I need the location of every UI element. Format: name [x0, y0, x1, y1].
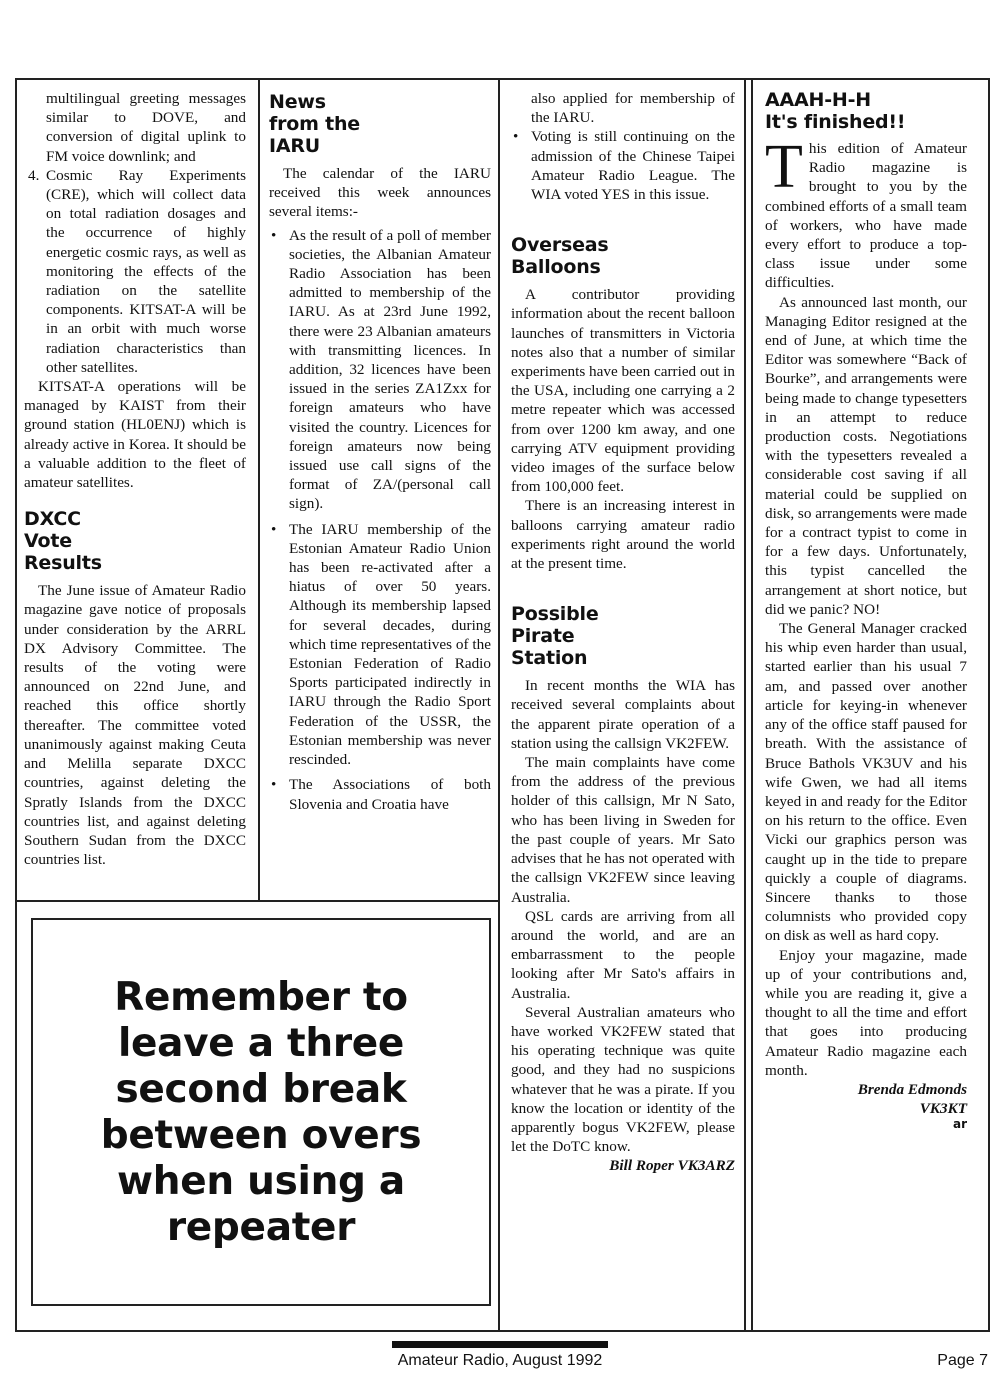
- footer-title: Amateur Radio, August 1992: [397, 1352, 603, 1369]
- heading-line: Results: [24, 552, 102, 575]
- list-item: • As the result of a poll of member societies, the Albanian Amateur Radio Association has been admitted to membership of the IARU. As at 23rd June 1992, there were 23 Albanian amateurs with transmitting licences. In addition, 32 licences have been issued in the series ZA1Zxx for foreign amateurs who have visited the country. Licences for foreign amateurs now being issued use call signs of the format of ZA/(personal call sign).: [269, 226, 491, 514]
- col1-intro: multilingual greeting messages similar to DOVE, and conversion of digital uplink to FM voice downlink; and: [46, 90, 246, 165]
- column-rule-3a: [744, 78, 746, 1332]
- finished-paragraph-2: As announced last month, our Managing Editor resigned at the end of June, at which time the Editor was somewhere “Back of Bourke”, and arrangements were being made to change typesetters in an attempt to reduce production costs. Negotiations with the typesetters revealed a considerable cost saving if all material could be supplied on disk, so arrangements were made for a contract typist to come in for a few days. Unfortunately, this typist cancelled the arrangement at short notice, but did we panic? NO!: [765, 293, 968, 618]
- repeater-notice-text: [33, 975, 489, 1251]
- notice-line: leave a three: [117, 1021, 405, 1066]
- notice-line: when using a: [117, 1159, 405, 1204]
- heading-line: Possible: [511, 603, 599, 626]
- finished-heading: [765, 89, 967, 133]
- balloons-heading: [511, 234, 735, 278]
- heading-line: from the: [269, 113, 360, 135]
- list-number: 4.: [28, 166, 40, 184]
- col1-numbered-list: [24, 166, 246, 377]
- finished-paragraph-3: The General Manager cracked his whip even harder than usual, started earlier than his usual 7 am, and passed over another article for keying-in whenever any of the office staff paused for breath. With the assistance of Bruce Bathols VK3UV and his wife Gwen, we had all items keyed in and ready for the Editor on his return to the office. Even Vicki our graphics person was caught up in the tide to prepare quickly a couple of diagrams. Sincere thanks to those columnists who provided copy on disk as well as hard copy.: [765, 620, 967, 945]
- column-rule-2: [498, 78, 500, 1332]
- balloons-paragraph-1: A contributor providing information about the recent balloon launches of transmitters in Victoria notes also that a number of similar experiments have been carried out in the USA, including one carrying a 2 metre repeater which was accessed from over 1200 km away, and one carrying ATV equipment providing video images of the surface below from 100,000 feet.: [511, 286, 735, 496]
- dxcc-paragraph: The June issue of Amateur Radio magazine gave notice of proposals under consideration by the ARRL DX Advisory Committee. The results of the voting were announced on 22nd June, and reached this office shortly thereafter. The committee voted unanimously against making Ceuta and Melilla separate DXCC countries, against deleting the Spratly Islands from the DXCC countries list, and against deleting Southern Sudan from the DXCC countries list.: [24, 582, 246, 869]
- finished-paragraph-1: [765, 133, 967, 293]
- list-item: • The IARU membership of the Estonian Amateur Radio Union has been re-activated after a hiatus of over 50 years. Although its membership lapsed for several decades, during which time representatives of the Estonian Federation of Radio Sports participated indirectly in IARU through the Radio Sport Federation of the USSR, the Estonian membership was never rescinded.: [269, 520, 491, 770]
- repeater-notice-box: [31, 918, 491, 1306]
- iaru-intro: The calendar of the IARU received this week announces several items:-: [269, 165, 491, 221]
- notice-line: repeater: [166, 1205, 356, 1250]
- notice-line: second break: [115, 1067, 407, 1112]
- kitsat-paragraph: KITSAT-A operations will be managed by KAIST from their ground station (HL0ENJ) which is already active in Korea. It should be a valuable addition to the fleet of amateur satellites.: [24, 378, 246, 492]
- pirate-paragraph-1: In recent months the WIA has received several complaints about the apparent pirate operation of a station using the callsign VK2FEW.: [511, 677, 735, 752]
- heading-line: Overseas: [511, 234, 609, 257]
- pirate-paragraph-4: Several Australian amateurs who have worked VK2FEW stated that his operating technique was quite good, and they had no suspicions whatever that he was a pirate. If you know the location or identity of the apparently bogus VK2FEW, please let the DoTC know.: [511, 1003, 735, 1156]
- heading-line: DXCC: [24, 508, 81, 531]
- column-3: [511, 89, 735, 1176]
- heading-line: It's finished!!: [765, 111, 906, 133]
- pirate-paragraph-3: QSL cards are arriving from all around the world, and are an embarrassment to the people looking after Mr Sato's affairs in Australia.: [511, 907, 735, 1002]
- drop-cap: T: [765, 133, 803, 201]
- signature-bill-roper: Bill Roper VK3ARZ: [609, 1157, 735, 1175]
- dxcc-heading: [24, 508, 246, 574]
- column-rule-3b: [751, 78, 753, 1332]
- list-item: • The Associations of both Slovenia and Croatia have: [269, 775, 491, 813]
- list-item: • Voting is still continuing on the admission of the Chinese Taipei Amateur Radio League. The WIA voted YES in this issue.: [511, 127, 735, 204]
- page-number: Page 7: [937, 1352, 988, 1369]
- finished-paragraph-4: Enjoy your magazine, made up of your contributions and, while you are reading it, give a thought to all the time and effort that goes into producing Amateur Radio magazine each month.: [765, 946, 967, 1079]
- pirate-heading: [511, 603, 735, 669]
- heading-line: Pirate: [511, 625, 575, 648]
- notice-line: Remember to: [114, 975, 408, 1020]
- heading-line: Station: [511, 647, 588, 670]
- heading-line: Vote: [24, 530, 72, 553]
- column-4: [765, 89, 967, 1130]
- col3-continuation: also applied for membership of the IARU.: [531, 90, 735, 127]
- pirate-paragraph-2: The main complaints have come from the address of the previous holder of this callsign, Mr N Sato, who has been living in Sweden for the past couple of years. Mr Sato advises that he has not operated with the callsign VK2FEW since leaving Australia.: [511, 754, 735, 906]
- column-1: [24, 89, 246, 869]
- column-2: [269, 89, 491, 814]
- heading-line: News: [269, 91, 326, 113]
- balloons-paragraph-2: There is an increasing interest in balloons carrying amateur radio experiments right around the world at the present time.: [511, 497, 735, 573]
- iaru-bullets: [269, 226, 491, 814]
- list-item-text: Cosmic Ray Experiments (CRE), which will collect data on total radiation dosages and the occurrence of highly energetic cosmic rays, as well as monitoring the effects of the radiation on the satellite components. KITSAT-A will be in an orbit with much worse radiation characteristics than other satellites.: [46, 166, 246, 376]
- heading-line: IARU: [269, 135, 321, 157]
- column-rule-1: [258, 78, 260, 900]
- signature-name: Brenda Edmonds: [857, 1080, 967, 1098]
- notice-line: between overs: [100, 1113, 422, 1158]
- heading-line: AAAH-H-H: [765, 89, 871, 111]
- list-item: [24, 166, 246, 377]
- signature-callsign: VK3KT: [919, 1100, 967, 1118]
- promo-top-rule: [15, 900, 499, 902]
- end-mark: ar: [952, 1117, 967, 1132]
- finished-paragraph-1-text: his edition of Amateur Radio magazine is brought to you by the combined efforts of a small team of workers, who have made every effort to produce a top-class issue under some difficulties.: [765, 140, 967, 292]
- footer-bar: [392, 1341, 608, 1348]
- col3-bullets: [511, 127, 735, 204]
- heading-line: Balloons: [511, 256, 601, 279]
- iaru-heading: [269, 91, 491, 157]
